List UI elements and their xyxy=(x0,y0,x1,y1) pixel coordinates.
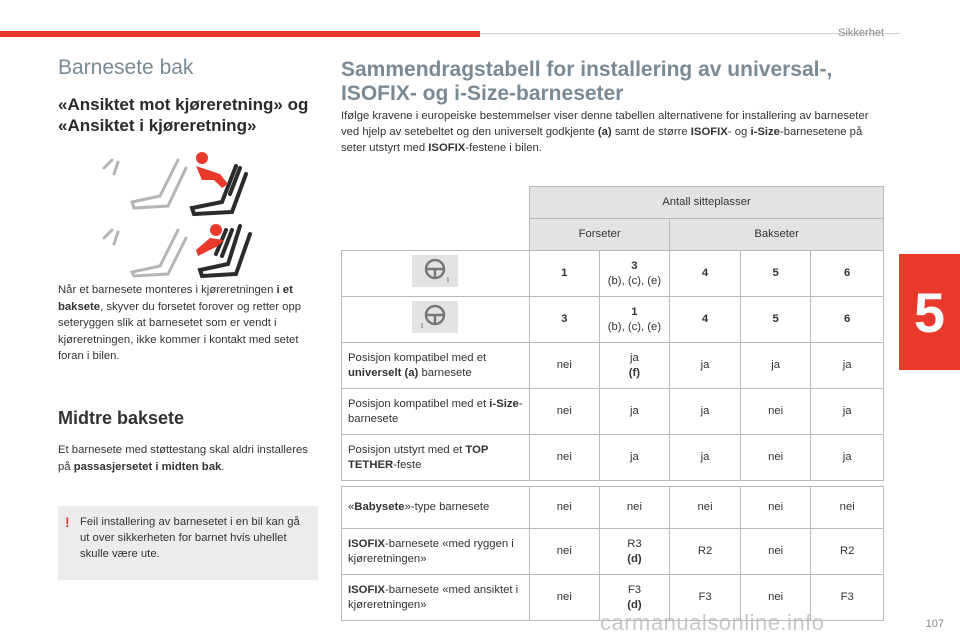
watermark: carmanualsonline.info xyxy=(600,610,825,635)
header-accent-bar xyxy=(0,31,480,37)
cell-note: (d) xyxy=(627,552,642,565)
front-seat-grey-icon-2 xyxy=(104,230,186,276)
cell: 4 xyxy=(701,267,709,279)
warning-icon: ! xyxy=(65,514,70,530)
rhd-steering-icon xyxy=(342,297,530,343)
cell: ja xyxy=(670,389,741,435)
table-row xyxy=(342,389,884,435)
midtre-paragraph: Et barnesete med støttestang skal aldri installeres på passasjersetet i midten bak. xyxy=(58,444,308,473)
child-red-icon xyxy=(196,152,228,188)
left-title: Barnesete bak xyxy=(58,56,194,79)
cell: 5 xyxy=(772,313,779,325)
table-row xyxy=(342,487,884,529)
chapter-tab: 5 xyxy=(899,254,960,370)
cell: ja xyxy=(670,435,741,481)
cell: 6 xyxy=(844,313,851,325)
cell-note: (b), (c), (e) xyxy=(607,274,662,287)
row-label: Posisjon kompatibel med et i-Size-barnesete xyxy=(342,389,530,435)
cell: F3 xyxy=(811,575,884,621)
table-row xyxy=(342,297,884,343)
section-label: Sikkerhet xyxy=(838,27,884,39)
warning-box xyxy=(58,506,318,580)
cell: 1 xyxy=(561,267,568,279)
row-label: ISOFIX-barnesete «med ansiktet i kjøreretningen» xyxy=(342,575,530,621)
row-label: ISOFIX-barnesete «med ryggen i kjøreretningen» xyxy=(342,529,530,575)
cell: 5 xyxy=(772,267,779,279)
cell: nei xyxy=(740,529,811,575)
cell: nei xyxy=(530,435,600,481)
cell: 4 xyxy=(701,313,709,325)
warning-text: Feil installering av barnesetet i en bil kan gå ut over sikkerheten for barnet hvis uhellet skulle være ute. xyxy=(80,516,300,560)
cell: ja xyxy=(811,389,884,435)
cell: ja xyxy=(811,435,884,481)
cell: ja xyxy=(740,343,811,389)
cell: ja xyxy=(811,343,884,389)
table-row xyxy=(342,435,884,481)
front-seat-grey-icon xyxy=(104,160,186,208)
table-row xyxy=(342,575,884,621)
cell: nei xyxy=(811,487,884,529)
summary-table xyxy=(341,186,884,621)
cell-note: (f) xyxy=(628,366,641,379)
cell: R2 xyxy=(811,529,884,575)
table-row xyxy=(342,529,884,575)
child-seat-illustration xyxy=(90,146,260,278)
child-red-icon-2 xyxy=(196,224,224,256)
row-label: Posisjon utstyrt med et TOP TETHER-feste xyxy=(342,435,530,481)
cell: 6 xyxy=(844,267,851,279)
cell: nei xyxy=(530,389,600,435)
table-header-row xyxy=(342,219,884,251)
cell: R3 xyxy=(627,537,642,550)
cell: ja xyxy=(630,351,639,364)
cell: nei xyxy=(740,389,811,435)
lhd-steering-icon xyxy=(342,251,530,297)
cell: nei xyxy=(530,343,600,389)
cell: nei xyxy=(530,487,600,529)
cell-note: (d) xyxy=(627,598,642,611)
intro-paragraph: Ifølge kravene i europeiske bestemmelser viser denne tabellen alternativene for installering av barneseter ved hjelp av setebeltet og den universelt godkjente (a) samt de større ISOFIX- og i-Size-barnesetene på seter utstyrt med ISOFIX-festene i bilen. xyxy=(341,110,869,154)
rear-seat-paragraph: Når et barnesete monteres i kjøreretningen i et baksete, skyver du forsetet forover og retter opp seteryggen slik at barnesetet som er vendt i kjøreretningen, ikke kommer i kontakt med setet foran i bilen. xyxy=(58,284,302,362)
cell: ja xyxy=(670,343,741,389)
head-seats: Antall sitteplasser xyxy=(530,187,884,219)
row-label: Posisjon kompatibel med et universelt (a) barnesete xyxy=(342,343,530,389)
row-label: «Babysete»-type barnesete xyxy=(342,487,530,529)
table-header-row xyxy=(342,187,884,219)
head-front: Forseter xyxy=(530,219,670,251)
cell: nei xyxy=(740,575,811,621)
cell: F3 xyxy=(627,583,642,596)
cell: 3 xyxy=(561,313,568,325)
cell: nei xyxy=(670,487,741,529)
table-row xyxy=(342,251,884,297)
cell: nei xyxy=(530,529,600,575)
cell: 3 xyxy=(631,259,638,272)
cell-note: (b), (c), (e) xyxy=(607,320,662,333)
table-row xyxy=(342,343,884,389)
cell: nei xyxy=(740,487,811,529)
head-rear: Bakseter xyxy=(670,219,884,251)
cell: nei xyxy=(530,575,600,621)
page-number: 107 xyxy=(925,618,944,630)
cell: 1 xyxy=(631,305,638,318)
cell: nei xyxy=(599,487,670,529)
header-rule xyxy=(480,33,900,34)
cell: ja xyxy=(599,389,670,435)
left-subtitle: «Ansiktet mot kjøreretning» og «Ansiktet i kjøreretning» xyxy=(58,95,309,135)
cell: nei xyxy=(740,435,811,481)
right-title: Sammendragstabell for installering av universal-, ISOFIX- og i-Size-barneseter xyxy=(341,58,833,105)
cell: R2 xyxy=(670,529,741,575)
cell: F3 xyxy=(670,575,741,621)
cell: ja xyxy=(599,435,670,481)
midtre-title: Midtre baksete xyxy=(58,408,185,428)
